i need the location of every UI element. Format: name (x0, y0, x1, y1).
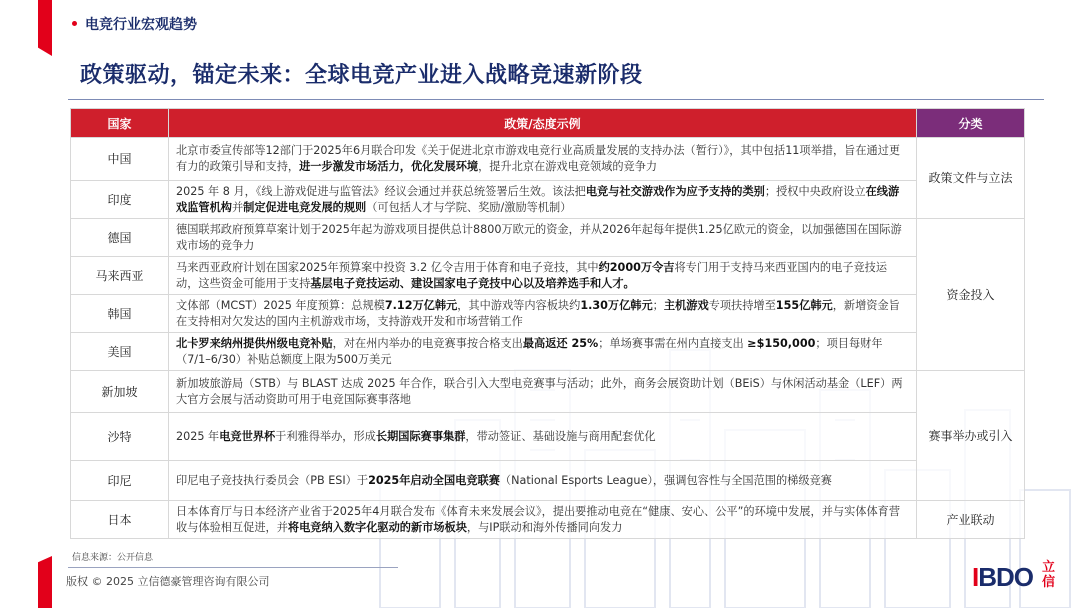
policy-text: ，新增资金旨在支持相对欠发达的国内主机游戏市场，支持游戏开发和市场营销工作 (176, 298, 900, 328)
table-row (71, 501, 1025, 539)
country-cell: 德国 (71, 219, 169, 257)
page-title: 政策驱动，锚定未来：全球电竞产业进入战略竞速新阶段 (80, 63, 643, 88)
bullet-dot-icon (72, 21, 77, 26)
policy-text: 并 (231, 200, 244, 214)
section-tag (72, 14, 197, 34)
table-row (71, 413, 1025, 461)
policy-text: 印尼电子竞技执行委员会（PB ESI）于 (176, 473, 369, 487)
policy-text: ；授权中央政府设立 (764, 184, 866, 198)
policy-text: 将专门用于支持马来西亚国内的电子竞技运动，这些资金可能用于支持 (176, 260, 888, 290)
policy-text: 2025 年 8 月，《线上游戏促进与监管法》经议会通过并获总统签署后生效。该法把 (176, 184, 586, 198)
policy-cell (169, 333, 917, 371)
policy-text: ，其中游戏等内容板块约 (457, 298, 581, 312)
table-row (71, 257, 1025, 295)
country-cell: 美国 (71, 333, 169, 371)
policy-cell (169, 371, 917, 413)
category-cell: 赛事举办或引入 (917, 371, 1025, 501)
policy-highlight: 155亿韩元 (775, 298, 833, 312)
corner-accent-stripe (38, 0, 52, 56)
policy-text: ，带动签证、基础设施与商用配套优化 (465, 429, 656, 443)
policy-text: 专项扶持增至 (708, 298, 776, 312)
policy-text: 新加坡旅游局（STB）与 BLAST 达成 2025 年合作，联合引入大型电竞赛事与活动；此外，商务会展资助计划（BEiS）与休闲活动基金（LEF）两大官方会展与活动资助可用于电竞国际赛事落地 (176, 376, 903, 406)
policy-highlight: ≥$150,000 (747, 336, 816, 350)
policy-text: 马来西亚政府计划在国家2025年预算案中投资 3.2 亿令吉用于体育和电子竞技，其中 (176, 260, 599, 274)
country-cell: 印尼 (71, 461, 169, 501)
source-note: 信息来源：公开信息 (72, 553, 154, 563)
category-cell: 资金投入 (917, 219, 1025, 371)
policy-highlight: 7.12万亿韩元 (384, 298, 458, 312)
policy-text: ，对在州内举办的电竞赛事按合格支出 (332, 336, 523, 350)
policy-table (70, 108, 1025, 539)
category-cell: 产业联动 (917, 501, 1025, 539)
policy-text: ； (652, 298, 664, 312)
policy-highlight: 主机游戏 (663, 298, 709, 312)
header-policy: 政策/态度示例 (169, 109, 917, 138)
policy-cell (169, 181, 917, 219)
section-tag-label: 电竞行业宏观趋势 (85, 17, 197, 33)
policy-text: ；项目每财年（7/1–6/30）补贴总额度上限为500万美元 (176, 336, 883, 366)
country-cell: 中国 (71, 138, 169, 181)
policy-text: 北京市委宣传部等12部门于2025年6月联合印发《关于促进北京市游戏电竞行业高质量发展的支持办法（暂行）》，其中包括11项举措，旨在通过更有力的政策引导和支持， (176, 144, 901, 173)
bdo-logo-icon: IBDO (972, 562, 1034, 592)
policy-highlight: 基层电子竞技运动、建设国家电子竞技中心以及培养选手和人才。 (310, 276, 635, 290)
policy-text: ，与IP联动和海外传播同向发力 (466, 520, 623, 534)
policy-highlight: 制定促进电竞发展的规则 (243, 200, 367, 214)
header-category: 分类 (917, 109, 1025, 138)
category-cell: 政策文件与立法 (917, 138, 1025, 219)
bdo-logo (972, 560, 1072, 596)
policy-highlight: 电竞世界杯 (219, 429, 276, 443)
policy-highlight: 2025年启动全国电竞联赛 (368, 473, 500, 487)
policy-cell (169, 219, 917, 257)
table-row (71, 371, 1025, 413)
copyright-text: 版权 © 2025 立信德豪管理咨询有限公司 (66, 575, 270, 588)
policy-highlight: 1.30万亿韩元 (580, 298, 653, 312)
table-row (71, 181, 1025, 219)
footer-accent-stripe (38, 556, 52, 608)
country-cell: 沙特 (71, 413, 169, 461)
policy-cell (169, 501, 917, 539)
country-cell: 日本 (71, 501, 169, 539)
table-row (71, 295, 1025, 333)
bdo-logo-text: BDO (978, 562, 1034, 592)
country-cell: 新加坡 (71, 371, 169, 413)
policy-highlight: 进一步激发市场活力，优化发展环境 (299, 160, 479, 173)
policy-text: （可包括人才与学院、奖励/激励等机制） (366, 200, 572, 214)
policy-text: 文体部（MCST）2025 年度预算：总规模 (176, 298, 385, 312)
table-row (71, 138, 1025, 181)
policy-highlight: 约2000万令吉 (598, 260, 675, 274)
country-cell: 韩国 (71, 295, 169, 333)
policy-highlight: 长期国际赛事集群 (375, 429, 466, 443)
table-row (71, 333, 1025, 371)
policy-text: 于利雅得举办，形成 (275, 429, 376, 443)
table-header-row (71, 109, 1025, 138)
policy-cell (169, 295, 917, 333)
policy-text: ；单场赛事需在州内直接支出 (598, 336, 748, 350)
footer-divider (68, 567, 398, 568)
policy-highlight: 最高返还 25% (522, 336, 599, 350)
country-cell: 印度 (71, 181, 169, 219)
policy-text: 2025 年 (176, 429, 220, 443)
policy-cell (169, 257, 917, 295)
policy-cell (169, 138, 917, 181)
header-country: 国家 (71, 109, 169, 138)
policy-text: 德国联邦政府预算草案计划于2025年起为游戏项目提供总计8800万欧元的资金，并从2026年起每年提供1.25亿欧元的资金，以加强德国在国际游戏市场的竞争力 (176, 222, 902, 252)
table-row (71, 219, 1025, 257)
policy-highlight: 北卡罗来纳州提供州级电竞补贴 (176, 336, 333, 350)
title-divider (68, 99, 1044, 100)
policy-cell (169, 413, 917, 461)
policy-text: ，提升北京在游戏电竞领域的竞争力 (478, 160, 658, 173)
policy-highlight: 电竞与社交游戏作为应予支持的类别 (585, 184, 765, 198)
country-cell: 马来西亚 (71, 257, 169, 295)
table-row (71, 461, 1025, 501)
policy-highlight: 在线游戏监管机构 (176, 184, 900, 214)
policy-text: 日本体育厅与日本经济产业省于2025年4月联合发布《体育未来发展会议》，提出要推动电竞在“健康、安心、公平”的环境中发展，并与实体体育营收与体验相互促进，并 (176, 504, 901, 534)
policy-cell (169, 461, 917, 501)
policy-text: （National Esports League），强调包容性与全国范围的梯级竞赛 (499, 473, 832, 487)
policy-highlight: 将电竞纳入数字化驱动的新市场板块 (287, 520, 467, 534)
bdo-logo-cn: 立信 (1042, 560, 1056, 590)
